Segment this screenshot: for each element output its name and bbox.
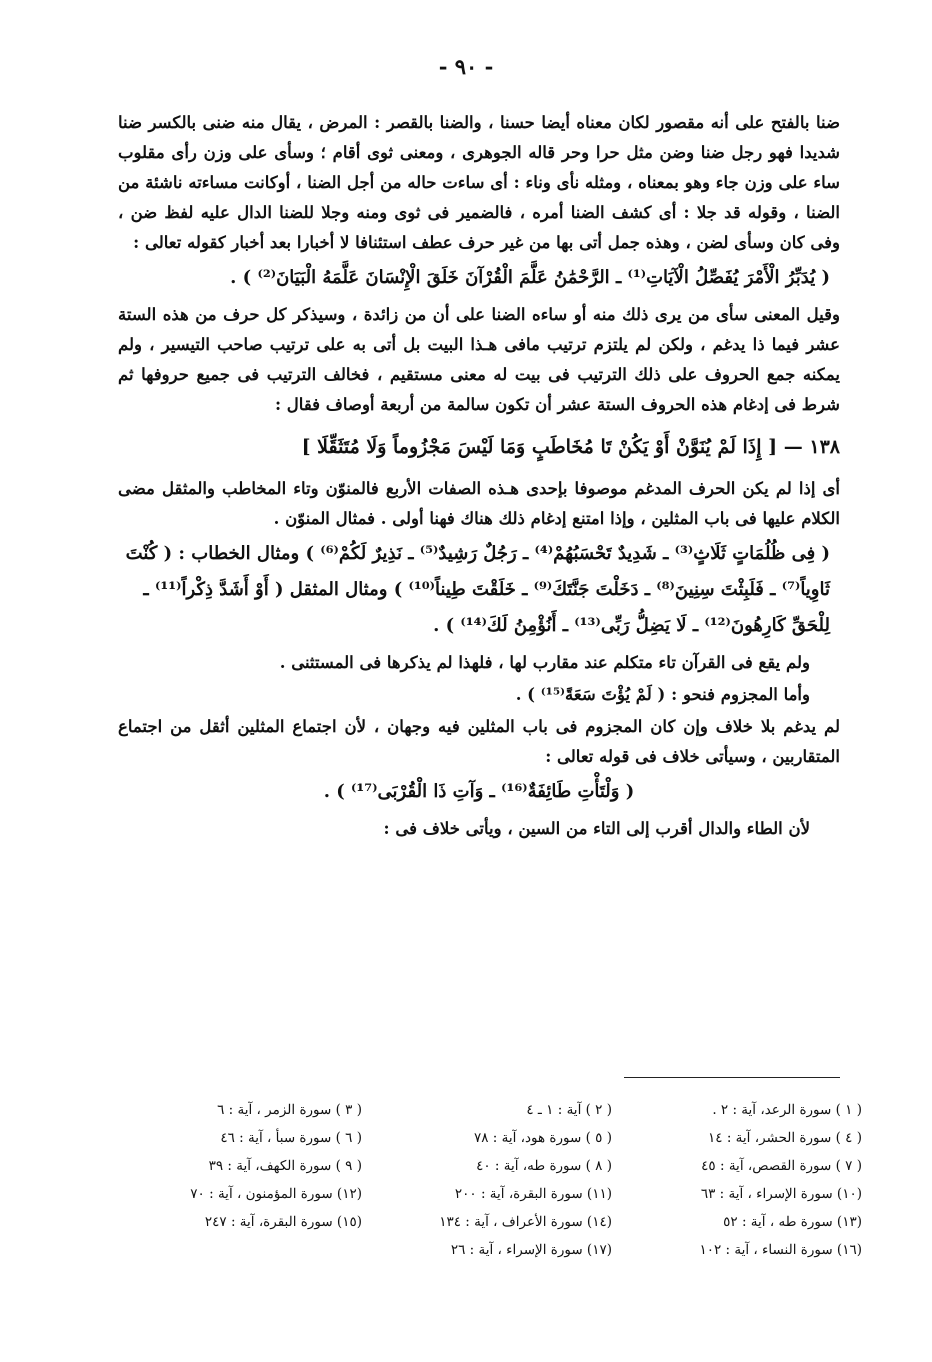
footnote-17: (١٧) سورة الإسراء ، آية : ٢٦ [450, 1242, 612, 1258]
footnote-7: ( ٧ ) سورة القصص، آية : ٤٥ [701, 1158, 862, 1174]
paragraph-majzum: وأما المجزوم فنحو : ( لَمْ يُؤْتَ سَعَةً⁽¹⁵⁾ ) . [515, 685, 810, 704]
page-number: - ٩٠ - [438, 54, 494, 79]
paragraph-closing: لأن الطاء والدال أقرب إلى التاء من السين ، ويأتى خلاف فى : [383, 819, 810, 838]
poem-line-138: ١٣٨ — [ إِذَا لَمْ يُنَوَّنْ أَوْ يَكُنْ تَا مُخَاطَبٍ وَمَا لَيْسَ مَجْزُوماً وَلَا مُتَثَقِّلَا ] [301, 436, 840, 458]
footnote-divider [624, 1077, 840, 1078]
paragraph-speaker-ta: ولم يقع فى القرآن تاء متكلم عند مقارب لها ، فلهذا لم يذكرها فى المستثنى . [279, 653, 810, 672]
paragraph-no-idgham: لم يدغم بلا خلاف وإن كان المجزوم فى باب المثلين فيه وجهان ، لأن اجتماع المثلين أثقل من اجتماع المتقاربين ، وسيأتى خلاف فى قوله تعالى : [118, 717, 840, 766]
footnote-13: (١٣) سورة طه ، آية : ٥٢ [723, 1214, 862, 1230]
footnote-11: (١١) سورة البقرة، آية : ٢٠٠ [454, 1186, 612, 1202]
footnote-10: (١٠) سورة الإسراء ، آية : ٦٣ [700, 1186, 862, 1202]
footnote-5: ( ٥ ) سورة هود، آية : ٧٨ [474, 1130, 612, 1146]
footnotes [110, 1096, 862, 1264]
quran-examples: ( فِى ظُلُمَاتٍ ثَلَاثٍ⁽³⁾ ـ شَدِيدٌ تَحْسَبُهُمْ⁽⁴⁾ ـ رَجُلٌ رَشِيدٌ⁽⁵⁾ ـ نَذِيرٌ لَكُمْ⁽⁶⁾ ) ومثال الخطاب : ( كُنْتَ ثَاوِياً⁽⁷⁾ ـ فَلَبِثْتَ سِنِينَ⁽⁸⁾ ـ دَخَلْتَ جَنَّتَكَ⁽⁹⁾ ـ خَلَقْتَ طِيناً⁽¹⁰⁾ ) ومثال المثقل ( أَوْ أَشَدَّ ذِكْراً⁽¹¹⁾ ـ لِلْحَقِّ كَارِهُونَ⁽¹²⁾ ـ لَا يَضِلُّ رَبِّى⁽¹³⁾ ـ أَنُؤْمِنُ لَكَ⁽¹⁴⁾ ) . [125, 543, 830, 636]
footnote-3: ( ٣ ) سورة الزمر ، آية : ٦ [217, 1102, 362, 1118]
footnote-14: (١٤) سورة الأعراف ، آية : ١٣٤ [439, 1214, 612, 1230]
footnote-column-middle [362, 1096, 612, 1264]
footnote-16: (١٦) سورة النساء ، آية : ١٠٢ [699, 1242, 862, 1258]
footnote-8: ( ٨ ) سورة طه، آية : ٤٠ [476, 1158, 612, 1174]
quran-quote-2: ( وَلْتَأْتِ طَائِفَةٌ⁽¹⁶⁾ ـ وَآتِ ذَا الْقُرْبَى⁽¹⁷⁾ ) . [323, 781, 635, 802]
footnote-1: ( ١ ) سورة الرعد، آية : ٢ . [712, 1102, 862, 1118]
quran-quote-1: ( يُدَبِّرُ الْأَمْرَ يُفَصِّلُ الْآيَاتِ⁽¹⁾ ـ الرَّحْمَٰنُ عَلَّمَ الْقُرْآنَ خَلَقَ الْإِنْسَانَ عَلَّمَهُ الْبَيَانَ⁽²⁾ ) . [230, 267, 830, 288]
body-text [118, 108, 840, 846]
footnote-2: ( ٢ ) آية : ١ ـ ٤ [526, 1102, 612, 1118]
paragraph-intro: ضنا بالفتح على أنه مقصور لكان معناه أيضا حسنا ، والضنا بالقصر : المرض ، يقال منه ضنى بالكسر ضنا شديدا فهو رجل ضنا وضن مثل حرا وحر قاله الجوهرى ، ومعنى ثوى أقام ؛ وسأى على وزن رأى مقلوب ساء على وزن جاء وهو بمعناه ، ومثله نأى وناء : أى ساءت حاله من أجل الضنا ، أوكانت مساءته ناشئة من الضنا ، وقوله قد جلا : أى كشف الضنا أمره ، فالضمير فى ثوى ومنه وجلا للضنا الدال عليه لفظ ضن ، وفى كان وسأى لضن ، وهذه جمل أتى بها من غير حرف عطف استئنافا لا أخبارا بعد أخبار كقوله تعالى : [118, 113, 840, 252]
footnote-6: ( ٦ ) سورة سبأ ، آية : ٤٦ [220, 1130, 362, 1146]
footnote-4: ( ٤ ) سورة الحشر، آية : ١٤ [708, 1130, 862, 1146]
footnote-9: ( ٩ ) سورة الكهف، آية : ٣٩ [208, 1158, 362, 1174]
footnote-15: (١٥) سورة البقرة، آية : ٢٤٧ [204, 1214, 362, 1230]
footnote-12: (١٢) سورة المؤمنون ، آية : ٧٠ [190, 1186, 362, 1202]
footnote-column-left [112, 1096, 362, 1264]
paragraph-conditions: أى إذا لم يكن الحرف المدغم موصوفا بإحدى هـذه الصفات الأربع فالمنوّن وتاء المخاطب والمثقل مضى الكلام عليها فى باب المثلين ، وإذا امتنع إدغام ذلك هناك فهنا أولى . فمثال المنوّن . [118, 479, 840, 528]
paragraph-explanation: وقيل المعنى سأى من يرى ذلك منه أو ساءه الضنا على أن من زائدة ، وسيذكر كل حرف من هذه الستة عشر فيما ذا يدغم ، ولكن لم يلتزم ترتيب مافى هـذا البيت بل أتى به على ترتيب صاحب التيسير ، ولم يمكنه جمع الحروف على ذلك الترتيب فى بيت له معنى مستقيم ، فخالف الترتيب فى جميع حروفها ثم شرط فى إدغام هذه الحروف الستة عشر أن تكون سالمة من أربعة أوصاف فقال : [118, 305, 840, 414]
footnote-column-right [612, 1096, 862, 1264]
